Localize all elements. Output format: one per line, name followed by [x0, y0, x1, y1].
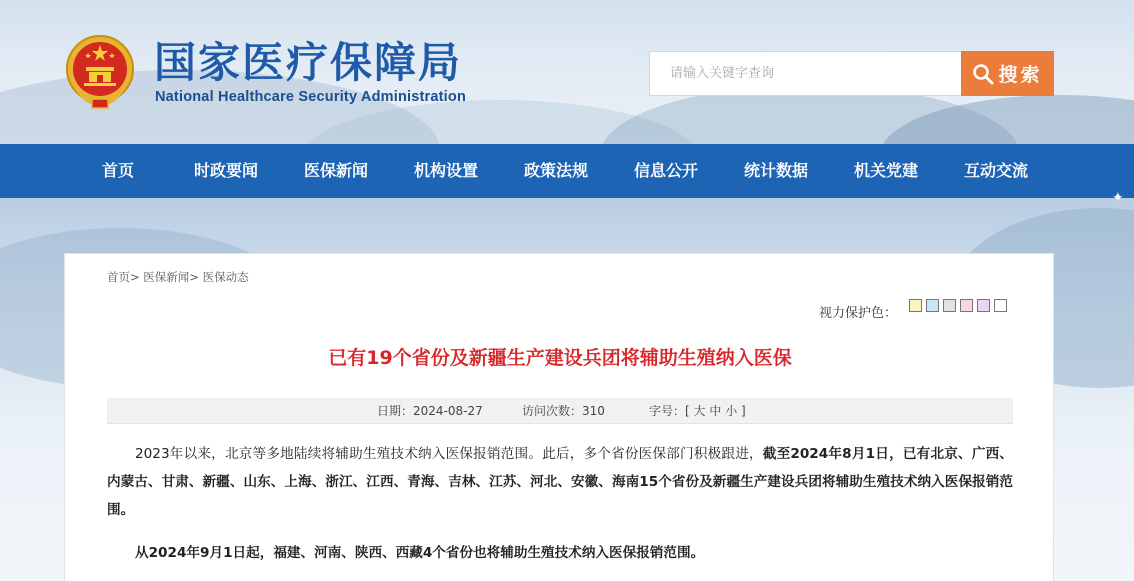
font-bracket-open: [: [685, 404, 694, 418]
meta-visits: [522, 398, 605, 424]
font-size-small[interactable]: 小: [725, 404, 738, 418]
article-title: 已有19个省份及新疆生产建设兵团将辅助生殖纳入医保: [328, 347, 792, 369]
nav-item-disclosure[interactable]: 信息公开: [634, 161, 699, 180]
visits-value: 310: [582, 404, 605, 418]
eye-protection-label: 视力保护色：: [819, 306, 898, 321]
site-subtitle-en: National Healthcare Security Administration: [155, 89, 467, 105]
nav-item-organization[interactable]: 机构设置: [414, 161, 479, 180]
nav-item-current-affairs[interactable]: 时政要闻: [194, 161, 259, 180]
font-size-label: 字号：: [649, 404, 686, 418]
national-emblem-logo[interactable]: [64, 33, 136, 109]
search-box: [649, 51, 962, 96]
date-label: 日期：: [377, 404, 414, 418]
font-size-medium[interactable]: 中: [709, 404, 722, 418]
swatch-gray[interactable]: [943, 299, 956, 312]
article-paragraph: [107, 440, 1013, 524]
meta-font-size: [649, 398, 746, 424]
date-value: 2024-08-27: [413, 404, 483, 418]
site-header: [0, 0, 1134, 144]
eye-protection-swatches: [909, 299, 1007, 312]
nav-item-policies[interactable]: 政策法规: [524, 161, 589, 180]
nav-item-home[interactable]: 首页: [102, 161, 135, 180]
article-meta: [107, 398, 1013, 424]
search-button-label: 搜索: [998, 64, 1043, 86]
article-paragraph: 从2024年9月1日起，福建、河南、陕西、西藏4个省份也将辅助生殖技术纳入医保报销范围。: [135, 545, 705, 561]
breadcrumb: [107, 269, 249, 285]
search-input[interactable]: [650, 52, 962, 95]
font-bracket-close: ]: [737, 404, 746, 418]
breadcrumb-home[interactable]: 首页: [107, 270, 130, 284]
meta-date: [377, 398, 483, 424]
breadcrumb-news[interactable]: 医保新闻: [143, 270, 190, 284]
nav-item-interaction[interactable]: 互动交流: [964, 161, 1029, 180]
site-title[interactable]: 国家医疗保障局: [154, 38, 463, 87]
article-panel: [64, 253, 1054, 581]
nav-item-party-building[interactable]: 机关党建: [854, 161, 919, 180]
visits-label: 访问次数：: [522, 404, 583, 418]
swatch-pink[interactable]: [960, 299, 973, 312]
search-button[interactable]: [961, 51, 1054, 96]
main-nav: [0, 144, 1134, 198]
breadcrumb-separator: >: [189, 270, 199, 284]
sparkle-icon: ✦: [1112, 190, 1124, 206]
swatch-white[interactable]: [994, 299, 1007, 312]
swatch-blue[interactable]: [926, 299, 939, 312]
nav-item-statistics[interactable]: 统计数据: [744, 161, 809, 180]
nav-item-medical-insurance-news[interactable]: 医保新闻: [304, 161, 369, 180]
swatch-purple[interactable]: [977, 299, 990, 312]
search-icon: [972, 63, 994, 85]
swatch-yellow[interactable]: [909, 299, 922, 312]
font-size-large[interactable]: 大: [693, 404, 706, 418]
paragraph-bold-text: 截至2024年8月1日，已有北京、广西、内蒙古、甘肃、新疆、山东、上海、浙江、江西、青海、吉林、江苏、河北、安徽、海南15个省份及新疆生产建设兵团将辅助生殖技术纳入医保报销范围。: [107, 446, 1013, 518]
breadcrumb-dynamics[interactable]: 医保动态: [202, 270, 249, 284]
paragraph-text: 2023年以来，北京等多地陆续将辅助生殖技术纳入医保报销范围。此后，多个省份医保部门积极跟进，: [135, 446, 763, 462]
breadcrumb-separator: >: [130, 270, 140, 284]
